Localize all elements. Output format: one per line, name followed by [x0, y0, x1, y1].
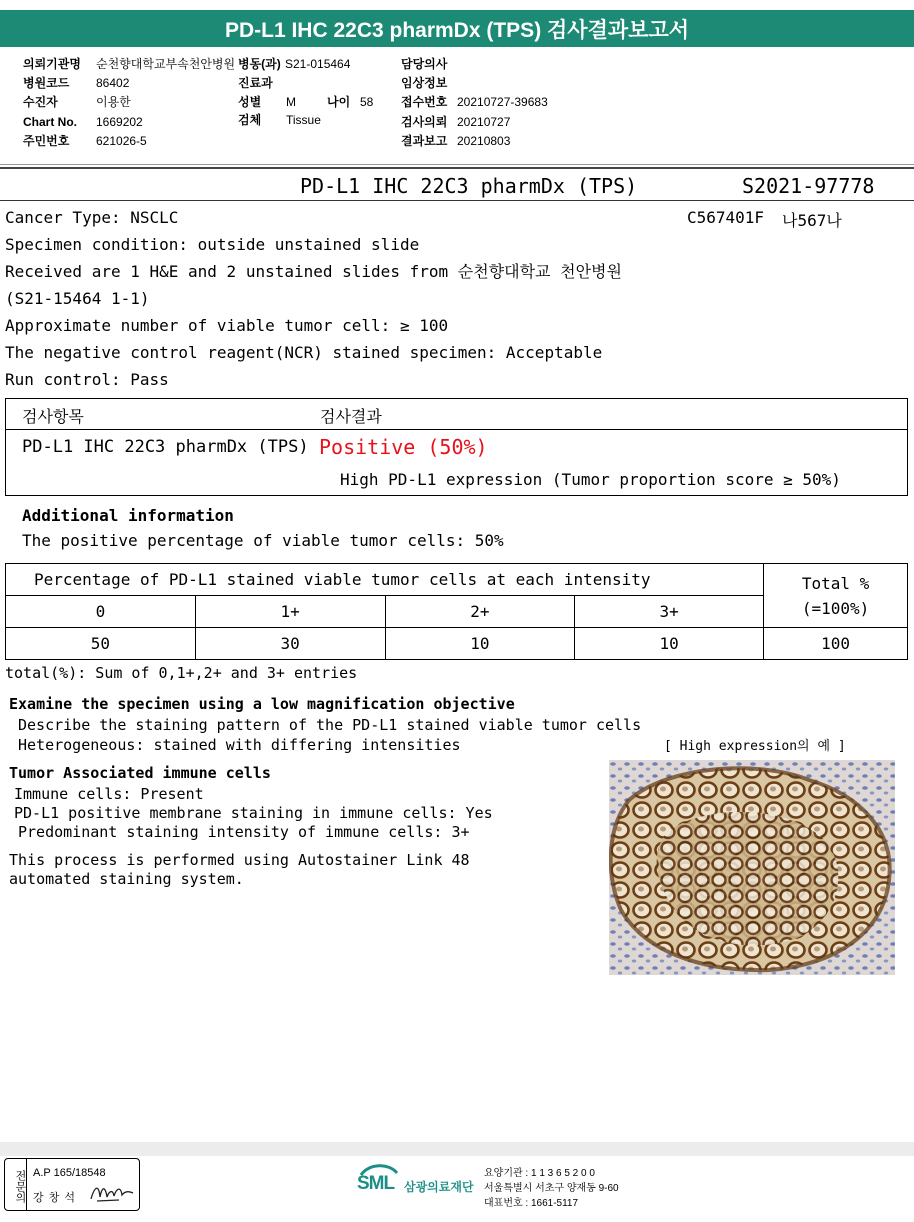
chart-value: 1669202	[96, 115, 143, 129]
ihc-stain-graphic	[609, 760, 895, 975]
intensity-col-0: 0	[6, 596, 196, 628]
intensity-col-2: 2+	[385, 596, 575, 628]
intensity-col-1: 1+	[195, 596, 385, 628]
viable-cell-count: Approximate number of viable tumor cell: ≥ 100	[5, 316, 449, 335]
stamp-title: 전문의	[5, 1159, 27, 1210]
total-header	[764, 564, 908, 628]
hospital-code-label: 병원코드	[23, 76, 70, 90]
report-code: C567401F	[687, 208, 765, 227]
chart-label: Chart No.	[23, 115, 77, 129]
immune-heading: Tumor Associated immune cells	[9, 764, 271, 782]
footer-bar	[0, 1142, 914, 1156]
table-header: Percentage of PD-L1 stained viable tumor cells at each intensity	[6, 564, 764, 596]
result-value: Positive (50%)	[319, 435, 488, 459]
immune-line-3: Predominant staining intensity of immune cells: 3+	[18, 823, 470, 841]
table-note: total(%): Sum of 0,1+,2+ and 3+ entries	[5, 664, 358, 682]
ihc-example-image	[609, 760, 895, 975]
institution-value: 순천향대학교부속천안병원	[96, 57, 236, 71]
patient-value: 이용한	[96, 95, 131, 109]
result-item: PD-L1 IHC 22C3 pharmDx (TPS)	[22, 437, 309, 457]
result-col-item: 검사항목	[22, 407, 84, 426]
example-caption: [ High expression의 예 ]	[664, 739, 846, 754]
phone: 대표번호 : 1661-5117	[484, 1198, 579, 1209]
report-date-value: 20210803	[457, 134, 511, 148]
received-slides: Received are 1 H&E and 2 unstained slides from 순천향대학교 천안병원	[5, 262, 622, 281]
receipt-label: 접수번호	[401, 95, 448, 109]
sex-value: M	[286, 95, 296, 109]
result-col-result: 검사결과	[320, 407, 382, 426]
institution-code: 요양기관 : 1 1 3 6 5 2 0 0	[484, 1168, 595, 1179]
header-divider	[0, 164, 914, 165]
signature-icon	[89, 1181, 137, 1205]
process-line-2: automated staining system.	[9, 870, 244, 888]
examine-line-2: Heterogeneous: stained with differing intensities	[18, 736, 461, 754]
additional-text: The positive percentage of viable tumor cells: 50%	[22, 531, 504, 550]
report-number: S2021-97778	[742, 174, 875, 198]
total-value: 100	[764, 628, 908, 660]
result-expression: High PD-L1 expression (Tumor proportion score ≥ 50%)	[340, 470, 841, 489]
total-header-line-1: Total %	[801, 573, 870, 593]
additional-heading: Additional information	[22, 506, 234, 525]
slide-id: (S21-15464 1-1)	[5, 289, 150, 308]
report-date-label: 결과보고	[401, 134, 448, 148]
age-label: 나이	[327, 95, 351, 109]
address: 서울특별시 서초구 양재동 9-60	[484, 1183, 619, 1194]
run-control: Run control: Pass	[5, 370, 169, 389]
report-title: PD-L1 IHC 22C3 pharmDx (TPS) 검사결과보고서	[0, 10, 914, 47]
cancer-type: Cancer Type: NSCLC	[5, 208, 179, 227]
intensity-col-3: 3+	[575, 596, 764, 628]
intensity-value-2: 10	[385, 628, 575, 660]
clinical-label: 임상정보	[401, 76, 448, 90]
request-label: 검사의뢰	[401, 115, 448, 129]
immune-line-2: PD-L1 positive membrane staining in immune cells: Yes	[14, 804, 493, 822]
process-line-1: This process is performed using Autostainer Link 48	[9, 851, 470, 869]
ward-value: S21-015464	[285, 57, 351, 71]
percentage-table	[5, 563, 908, 660]
sex-label: 성별	[238, 95, 262, 109]
pathologist-stamp	[4, 1158, 140, 1211]
pathologist-name: 강 창 석	[33, 1192, 76, 1204]
patient-label: 수진자	[23, 95, 58, 109]
examine-line-1: Describe the staining pattern of the PD-L1 stained viable tumor cells	[18, 716, 642, 734]
header-divider-bold	[0, 167, 914, 169]
specimen-value: Tissue	[286, 113, 321, 127]
logo-text: SML	[357, 1173, 395, 1194]
intensity-value-0: 50	[6, 628, 196, 660]
intensity-value-1: 30	[195, 628, 385, 660]
institution-label: 의뢰기관명	[23, 57, 81, 71]
immune-line-1: Immune cells: Present	[14, 785, 204, 803]
request-value: 20210727	[457, 115, 511, 129]
dept-label: 진료과	[238, 76, 273, 90]
hospital-code-value: 86402	[96, 76, 130, 90]
sml-logo	[357, 1163, 401, 1199]
id-label: 주민번호	[23, 134, 70, 148]
org-name: 삼광의료재단	[404, 1180, 474, 1194]
examine-heading: Examine the specimen using a low magnification objective	[9, 695, 515, 713]
report-heading: PD-L1 IHC 22C3 pharmDx (TPS)	[300, 174, 638, 198]
ap-number: A.P 165/18548	[33, 1167, 106, 1179]
id-value: 621026-5	[96, 134, 147, 148]
specimen-label: 검체	[238, 113, 262, 127]
receipt-value: 20210727-39683	[457, 95, 548, 109]
total-header-line-2: (=100%)	[801, 598, 870, 618]
negative-control: The negative control reagent(NCR) stained specimen: Acceptable	[5, 343, 603, 362]
report-heading-divider	[0, 200, 914, 201]
report-code-2: 나567나	[782, 211, 842, 230]
age-value: 58	[360, 95, 374, 109]
doctor-label: 담당의사	[401, 57, 448, 71]
specimen-condition: Specimen condition: outside unstained slide	[5, 235, 420, 254]
result-box-divider	[6, 429, 907, 430]
intensity-value-3: 10	[575, 628, 764, 660]
ward-label: 병동(과)	[238, 57, 281, 71]
